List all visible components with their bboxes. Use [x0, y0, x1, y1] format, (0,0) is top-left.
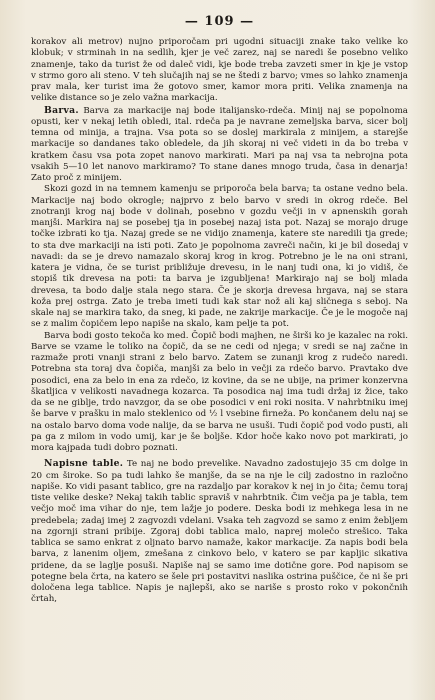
- paragraph-3: [31, 184, 408, 330]
- section-heading-barva: Barva.: [44, 104, 79, 116]
- paragraph-text: Barva bodi gosto tekoča ko med. Čopič bodi majhen, ne širši ko je kazalec na roki. Barve se vzame le toliko na čopič, da se ne cedi od njega; v sredi se naj začne in razmaže proti vnanji strani z belo barvo. Zatem se zunanji krog z rudečo naredi. Potrebna sta toraj dva čopiča, manjši za belo in večji za rdečo barvo. Pravtako dve posodici, ena za belo in ena za rdečo, iz kovine, da se ne ubije, na primer konzervna škatljica v velikosti navadnega kozarca. Ta posodica naj ima tudi držaj iz žice, tako da se ne giblje, trdo navzgor, da se obe posodici v eni roki nosita. V nahrbtniku imej še barve v prašku in malo steklenico od ½ l vsebine firneža. Po končanem delu naj se na ostalo barvo doma vode nalije, da se barva ne usuši. Tudi čopič pod vodo pusti, ali pa ga z milom in vodo umij, kar je še boljše. Kdor hoče kako novo pot markirati, jo mora kajpada tudi dobro poznati.: [31, 330, 408, 453]
- paragraph-text: korakov ali metrov) nujno priporočam pri ugodni situaciji znake tako velike ko klobuk; v strminah in na sedlih, kjer je več zarez, naj se naredi še posebno veliko znamenje, tako da turist že od daleč vidi, kje bode treba zavzeti smer in kje je vstop v strmo goro ali steno. V teh slučajih naj se ne štedi z barvo; vmes so lahko znamenja prav mala, ker turist ima že gotovo smer, kamor mora priti. Velika znamenja na velike distance so je zelo važna markacija.: [31, 37, 408, 104]
- paragraph-text: Skozi gozd in na temnem kamenju se priporoča bela barva; ta ostane vedno bela. Markacije naj bodo okrogle; najprvo z belo barvo v sredi in okrog rdeče. Bel znotranji krog naj bode v dolinah, posebno v gozdu večji in v apnenskih gorah manjši. Markira naj se posebej tja in posebej nazaj ista pot. Nazaj se morajo druge točke izbrati ko tja. Nazaj grede se ne vidijo znamenja, katere ste naredili tja grede; to sta dve markaciji na isti poti. Zato je popolnoma zavreči način, ki je bil dosedaj v navadi: da se je drevo namazalo skoraj krog in krog. Potrebno je le na oni strani, katera je vidna, če se turist približuje drevesu, in le nanj tudi ona, ki jo vidiš, če stopiš tik drevesa na poti: ta barva je izgubljena! Markirajo naj se bolj mlada drevesa, ta bodo dalje stala nego stara. Če je skorja drevesa hrgava, naj se stara koža prej ostrga. Zato je treba imeti tudi kak star nož ali kaj sličnega s seboj. Na skale naj se markira tako, da sneg, ki pade, ne zakrije markacije. Če je le mogoče naj se z malim čopičem lepo napiše na skalo, kam pelje ta pot.: [31, 184, 408, 330]
- paragraph-1: [31, 37, 408, 105]
- body-text: [31, 37, 408, 606]
- paragraph-barva: [31, 105, 408, 185]
- paragraph-4: [31, 331, 408, 455]
- paragraph-napisne-table: [31, 458, 408, 605]
- paragraph-text: Barva za markacije naj bode italijansko-rdeča. Minij naj se popolnoma opusti, ker v nekaj letih obledi, ital. rdeča pa je navrane zemeljska barva, sicer bolj temna od minija, a trajna. Vsa pota so se doslej markirala z minijem, a starejše markacije so dandanes tako obledele, da jih skoraj ni več videti in da bo treba v kratkem času vsa pota zopet nanovo markirati. Mari pa naj vsa ta nebrojna pota vsakih 5—10 let nanovo markiramo? To stane danes mnogo truda, časa in denarja! Zato proč z minijem.: [31, 105, 408, 183]
- page-number: — 109 —: [184, 14, 255, 29]
- paragraph-text: Te naj ne bodo prevelike. Navadno zadostujejo 35 cm dolge in 20 cm široke. So pa tudi lahko še manjše, da se na nje le cilj zadostno in razločno napiše. Ko vidi pasant tablico, gre na razdaljo par korakov k nej in jo čita; čemu toraj tiste velike deske? Nekaj takih tablic spraviš v nahrbtnik. Čim večja pa je tabla, tem večjo moč ima vihar do nje, tem lažje jo podere. Deska bodi iz mehkega lesa in ne predebela; zadaj imej 2 zagvozdi vdelani. Vsaka teh zagvozd se samo z enim žebljem na zgornji strani pribije. Zgoraj dobi tablica malo, naprej molečo strešico. Taka tablica se samo enkrat z oljnato barvo namaže, kakor markacije. Za napis bodi bela barva, z lanenim oljem, zmešana z cinkovo belo, v katero se par kapljic sikativa pridene, da se laglje posuši. Napiše naj se samo ime dotične gore. Pod napisom se potegne bela črta, na katero se šele pri postavitvi naslika ostrina puščice, če ni še pri določena lega tablice. Napis je najlepši, ako se nariše s prosto roko v pokončnih črtah,: [31, 459, 408, 605]
- section-heading-napisne-table: Napisne table.: [44, 458, 124, 470]
